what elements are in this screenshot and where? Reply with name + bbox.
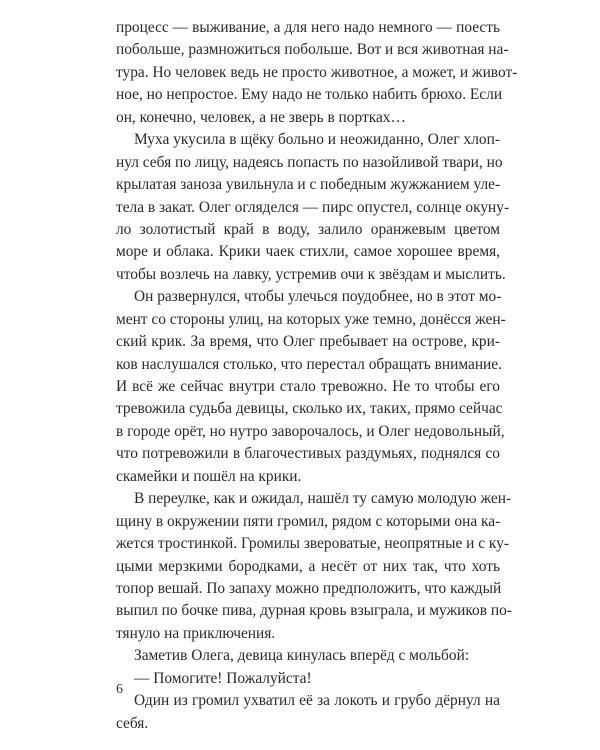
paragraph	[116, 645, 500, 667]
text-line: ло золотистый край в воду, залило оранжевым цветом	[116, 220, 500, 238]
text-line: В переулке, как и ожидал, нашёл ту самую молодую жен-	[134, 490, 512, 508]
paragraph	[116, 17, 518, 129]
text-line: тянуло на приключения.	[116, 624, 276, 642]
text-line: он, конечно, человек, а не зверь в портках…	[116, 108, 406, 126]
text-line: Муха укусила в щёку больно и неожиданно, Олег хлоп-	[134, 131, 500, 149]
text-line: И всё же сейчас внутри стало тревожно. Не то чтобы его	[116, 378, 500, 395]
text-line: Заметив Олега, девица кинулась вперёд с мольбой:	[134, 647, 470, 665]
paragraph	[116, 129, 510, 286]
paragraph	[116, 488, 512, 645]
text-line: Один из громил ухватил её за локоть и грубо дёрнул на	[134, 692, 500, 710]
text-line: что потревожили в благочестивых раздумьях, поднялся со	[116, 445, 500, 463]
text-line: тура. Но человек ведь не просто животное, а может, и живот-	[116, 63, 518, 81]
text-line: ский крик. За время, что Олег пребывает на острове, кри-	[116, 333, 500, 351]
page-number: 6	[116, 682, 123, 697]
text-line: процесс — выживание, а для него надо немного — поесть	[116, 19, 500, 36]
text-line: топор вешай. По запаху можно предположить, что каждый	[116, 579, 502, 597]
body-text	[116, 17, 518, 735]
text-line: Он развернулся, чтобы улечься поудобнее, но в этот мо-	[134, 288, 502, 306]
text-line: в городе орёт, но нутро заворочалось, и Олег недовольный,	[116, 422, 505, 440]
text-line: тела в закат. Олег огляделся — пирс опустел, солнце окуну-	[116, 198, 510, 216]
text-line: тревожила судьба девицы, сколько их, таких, прямо сейчас	[116, 400, 503, 418]
dialogue-line	[116, 668, 500, 690]
text-line: мент со стороны улиц, на которых уже темно, донёсся жен-	[116, 310, 506, 328]
text-line: — Помогите! Пожалуйста!	[134, 669, 312, 687]
text-line: себя.	[116, 714, 149, 732]
text-line: ное, но непростое. Ему надо не только набить брюхо. Если	[116, 86, 503, 104]
text-line: чтобы возлечь на лавку, устремив очи к звёздам и мыслить.	[116, 265, 506, 283]
paragraph	[116, 286, 506, 488]
text-line: скамейки и пошёл на крики.	[116, 467, 302, 485]
text-line: ков наслушался столько, что перестал обращать внимание.	[116, 355, 502, 373]
text-line: жется тростинкой. Громилы звероватые, неопрятные и с ку-	[116, 535, 510, 553]
text-line: крылатая заноза увильнула и с победным жужжанием уле-	[116, 176, 501, 194]
text-line: море и облака. Крики чаек стихли, самое хорошее время,	[116, 243, 500, 261]
text-line: побольше, размножиться побольше. Вот и вся животная на-	[116, 41, 509, 59]
paragraph	[116, 690, 500, 735]
text-line: цыми мерзкими бородками, а несёт от них так, что хоть	[116, 557, 500, 575]
text-line: выпил по бочке пива, дурная кровь взыграла, и мужиков по-	[116, 602, 512, 620]
text-line: щину в окружении пяти громил, рядом с которыми она ка-	[116, 512, 501, 530]
text-line: нул себя по лицу, надеясь попасть по назойливой твари, но	[116, 153, 503, 171]
